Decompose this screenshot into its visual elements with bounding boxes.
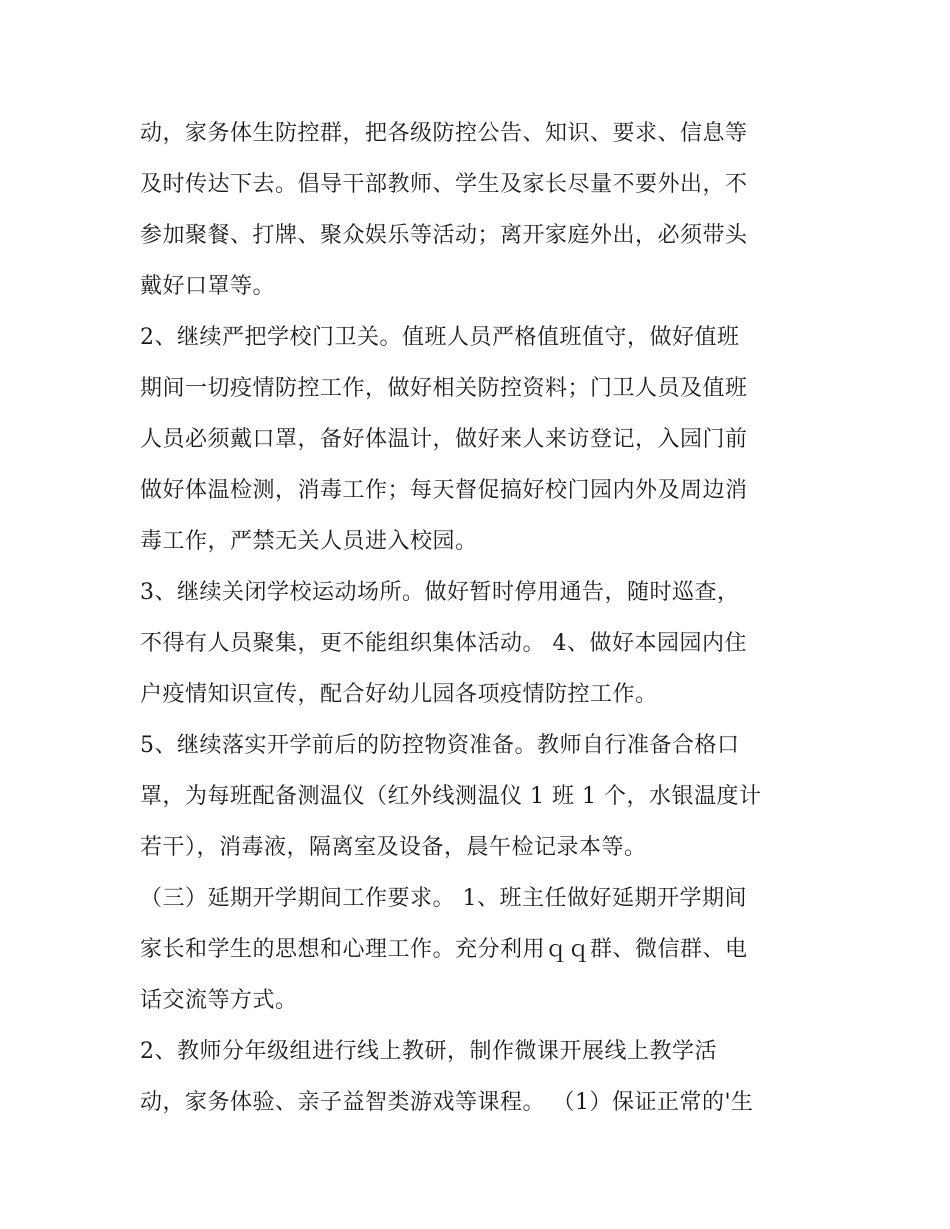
- text-line: 做好体温检测，消毒工作；每天督促搞好校门园内外及周边消: [140, 478, 748, 503]
- text-line: 及时传达下去。倡导干部教师、学生及家长尽量不要外出，不: [140, 172, 748, 197]
- body-text: [140, 108, 820, 1128]
- text-line: 不得有人员聚集，更不能组织集体活动。 4、做好本园园内住: [140, 631, 747, 656]
- text-line: 3、继续关闭学校运动场所。做好暂时停用通告，随时巡查，: [140, 580, 740, 605]
- text-line: 户疫情知识宣传，配合好幼儿园各项疫情防控工作。: [140, 682, 658, 707]
- text-line: 2、继续严把学校门卫关。值班人员严格值班值守，做好值班: [140, 325, 740, 350]
- text-line: 家长和学生的思想和心理工作。充分利用ｑｑ群、微信群、电: [140, 937, 748, 962]
- text-line: 人员必须戴口罩，备好体温计，做好来人来访登记，入园门前: [140, 427, 748, 452]
- text-line: 戴好口罩等。: [140, 274, 276, 299]
- text-line: （三）延期开学期间工作要求。 1、班主任做好延期开学期间: [140, 886, 747, 911]
- text-line: 动，家务体验、亲子益智类游戏等课程。 （1）保证正常的'生: [140, 1090, 754, 1115]
- text-line: 参加聚餐、打牌、聚众娱乐等活动；离开家庭外出，必须带头: [140, 223, 748, 248]
- text-line: 若干），消毒液，隔离室及设备，晨午检记录本等。: [140, 835, 647, 860]
- text-line: 罩，为每班配备测温仪（红外线测温仪 1 班 1 个，水银温度计: [140, 784, 762, 809]
- text-line: 动，家务体生防控群，把各级防控公告、知识、要求、信息等: [140, 121, 748, 146]
- text-line: 话交流等方式。: [140, 988, 298, 1013]
- text-line: 2、教师分年级组进行线上教研，制作微课开展线上教学活: [140, 1039, 717, 1064]
- text-line: 毒工作，严禁无关人员进入校园。: [140, 529, 478, 554]
- text-line: 期间一切疫情防控工作，做好相关防控资料；门卫人员及值班: [140, 376, 748, 401]
- text-line: 5、继续落实开学前后的防控物资准备。教师自行准备合格口: [140, 733, 740, 758]
